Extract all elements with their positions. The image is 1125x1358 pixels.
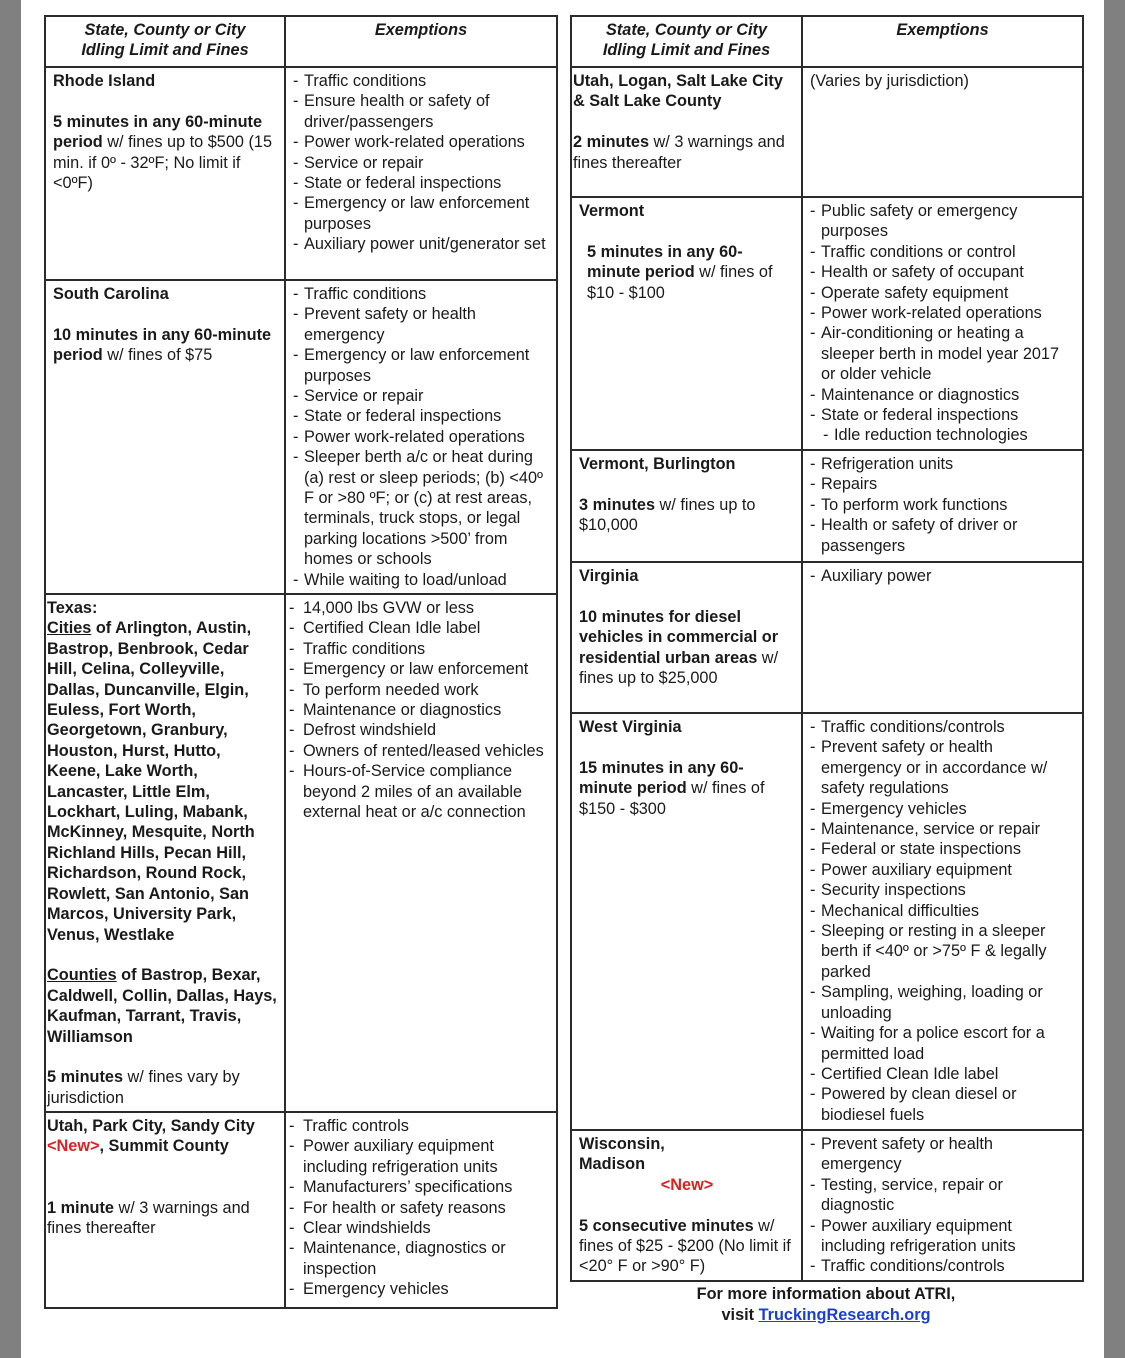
exemption-item: - Certified Clean Idle label bbox=[289, 618, 550, 638]
idling-limit: 5 minutes w/ fines vary by jurisdiction bbox=[47, 1068, 240, 1107]
header-exemptions: Exemptions bbox=[285, 16, 557, 67]
exemption-item: - Testing, service, repair or diagnostic bbox=[810, 1175, 1076, 1216]
jurisdiction-name: West Virginia bbox=[579, 718, 682, 736]
exemptions-cell bbox=[802, 1130, 1083, 1281]
idling-table-left bbox=[44, 15, 558, 1309]
exemptions-list bbox=[289, 598, 550, 822]
new-badge: <New> bbox=[47, 1137, 100, 1156]
idling-limit: 3 minutes w/ fines up to $10,000 bbox=[579, 495, 756, 535]
exemptions-list bbox=[293, 284, 550, 590]
exemptions-list bbox=[289, 1116, 550, 1300]
idling-limit: 5 minutes in any 60-minute period w/ fines up to $500 (15 min. if 0º - 32ºF; No limit if <0ºF) bbox=[53, 112, 273, 193]
jurisdiction-cell bbox=[45, 1112, 285, 1308]
exemption-item: - Power auxiliary equipment including refrigeration units bbox=[810, 1216, 1076, 1257]
jurisdiction-cell bbox=[571, 67, 802, 197]
exemption-item: - Maintenance or diagnostics bbox=[289, 700, 550, 720]
exemption-item: - Maintenance, service or repair bbox=[810, 819, 1076, 839]
exemption-item: - Emergency vehicles bbox=[289, 1279, 550, 1299]
exemption-item: - Manufacturers’ specifications bbox=[289, 1177, 550, 1197]
header-jurisdiction: State, County or City Idling Limit and Fines bbox=[45, 16, 285, 67]
exemption-item: - Waiting for a police escort for a permitted load bbox=[810, 1023, 1076, 1064]
jurisdiction-name: South Carolina bbox=[53, 285, 169, 303]
exemption-item: - Clear windshields bbox=[289, 1218, 550, 1238]
table-header-row bbox=[571, 16, 1083, 67]
exemption-item: - Certified Clean Idle label bbox=[810, 1064, 1076, 1084]
jurisdiction-name: Vermont bbox=[579, 202, 645, 220]
table-row bbox=[571, 1130, 1083, 1281]
jurisdiction-cell bbox=[571, 713, 802, 1130]
exemptions-list bbox=[293, 71, 550, 255]
exemption-item: - State or federal inspections bbox=[810, 405, 1076, 425]
exemption-item: - Auxiliary power unit/generator set bbox=[293, 234, 550, 254]
exemptions-cell bbox=[802, 450, 1083, 562]
exemption-item: - Prevent safety or health emergency bbox=[293, 304, 550, 345]
exemption-item: - Traffic conditions/controls bbox=[810, 717, 1076, 737]
trucking-research-link[interactable]: TruckingResearch.org bbox=[758, 1306, 931, 1324]
table-row bbox=[571, 450, 1083, 562]
idling-limit: 1 minute w/ 3 warnings and fines thereafter bbox=[47, 1198, 250, 1237]
exemption-item: - Power work-related operations bbox=[810, 303, 1076, 323]
exemption-item: - Ensure health or safety of driver/passengers bbox=[293, 91, 550, 132]
exemption-item: - Power work-related operations bbox=[293, 132, 550, 152]
exemptions-list bbox=[810, 454, 1076, 556]
exemptions-cell bbox=[802, 67, 1083, 197]
table-row bbox=[45, 1112, 557, 1308]
footer-line1: For more information about ATRI, bbox=[696, 1285, 956, 1303]
table-row bbox=[571, 713, 1083, 1130]
exemption-item: - Power auxiliary equipment bbox=[810, 860, 1076, 880]
exemption-item: - Powered by clean diesel or biodiesel fuels bbox=[810, 1084, 1076, 1125]
footer-line2: visit TruckingResearch.org bbox=[721, 1306, 931, 1324]
exemption-item: - Idle reduction technologies bbox=[810, 425, 1076, 445]
exemption-item: - Traffic conditions or control bbox=[810, 242, 1076, 262]
new-badge: <New> bbox=[660, 1175, 714, 1194]
idling-limit: 10 minutes for diesel vehicles in commercial or residential urban areas w/ fines up to $25,000 bbox=[579, 607, 779, 688]
table-row bbox=[571, 562, 1083, 713]
jurisdiction-cell bbox=[45, 594, 285, 1112]
exemptions-cell bbox=[285, 280, 557, 594]
idling-limit: 10 minutes in any 60-minute period w/ fines of $75 bbox=[53, 325, 272, 365]
exemption-item: - Health or safety of driver or passengers bbox=[810, 515, 1076, 556]
footer-note bbox=[570, 1284, 1082, 1326]
jurisdiction-name: Rhode Island bbox=[53, 72, 156, 90]
header-jurisdiction: State, County or City Idling Limit and Fines bbox=[571, 16, 802, 67]
exemption-item: - Federal or state inspections bbox=[810, 839, 1076, 859]
exemptions-cell bbox=[802, 562, 1083, 713]
exemption-item: - Emergency vehicles bbox=[810, 799, 1076, 819]
exemption-item: - Auxiliary power bbox=[810, 566, 1076, 586]
exemption-item: - Sleeper berth a/c or heat during (a) rest or sleep periods; (b) <40º F or >80 ºF; or (c) at rest areas, terminals, truck stops, or legal parking locations >500’ from homes or schools bbox=[293, 447, 550, 569]
idling-limit: 5 consecutive minutes w/ fines of $25 - $200 (No limit if <20° F or >90° F) bbox=[579, 1216, 791, 1276]
jurisdiction-cell bbox=[571, 450, 802, 562]
jurisdiction-name: Wisconsin, bbox=[579, 1135, 665, 1153]
exemption-item: - Power work-related operations bbox=[293, 427, 550, 447]
jurisdiction-name: Utah, Logan, Salt Lake City & Salt Lake County bbox=[573, 72, 783, 111]
exemption-item: - For health or safety reasons bbox=[289, 1198, 550, 1218]
table-row bbox=[571, 197, 1083, 450]
exemption-item: - Sampling, weighing, loading or unloading bbox=[810, 982, 1076, 1023]
exemption-item: - Traffic controls bbox=[289, 1116, 550, 1136]
exemptions-cell bbox=[802, 713, 1083, 1130]
table-row bbox=[45, 280, 557, 594]
exemptions-cell bbox=[802, 197, 1083, 450]
idling-limit: 15 minutes in any 60-minute period w/ fines of $150 - $300 bbox=[579, 758, 765, 818]
exemption-item: - Prevent safety or health emergency bbox=[810, 1134, 1076, 1175]
exemptions-list bbox=[810, 1134, 1076, 1277]
jurisdiction-name: Utah, Park City, Sandy City <New>, Summit County bbox=[47, 1117, 255, 1156]
exemption-item: - Emergency or law enforcement purposes bbox=[293, 193, 550, 234]
exemptions-cell bbox=[285, 67, 557, 280]
exemption-item: - To perform needed work bbox=[289, 680, 550, 700]
exemption-item: - Air-conditioning or heating a sleeper berth in model year 2017 or older vehicle bbox=[810, 323, 1076, 384]
exemption-item: - Public safety or emergency purposes bbox=[810, 201, 1076, 242]
exemption-item: - Prevent safety or health emergency or in accordance w/ safety regulations bbox=[810, 737, 1076, 798]
table-row bbox=[45, 67, 557, 280]
idling-limit: 2 minutes w/ 3 warnings and fines thereafter bbox=[573, 133, 785, 172]
idling-table-right bbox=[570, 15, 1084, 1282]
exemptions-list bbox=[810, 717, 1076, 1125]
exemption-item: - State or federal inspections bbox=[293, 173, 550, 193]
idling-limit: 5 minutes in any 60-minute period w/ fines of $10 - $100 bbox=[587, 242, 773, 302]
exemption-item: - Service or repair bbox=[293, 386, 550, 406]
exemption-item: - Service or repair bbox=[293, 153, 550, 173]
header-exemptions: Exemptions bbox=[802, 16, 1083, 67]
texas-cities: Cities of Arlington, Austin, Bastrop, Benbrook, Cedar Hill, Celina, Colleyville, Dallas, Duncanville, Elgin, Euless, Fort Worth, Georgetown, Granbury, Houston, Hurst, Hutto, Keene, Lake Worth, Lancaster, Little Elm, Lockhart, Luling, Mabank, McKinney, Mesquite, North Richland Hills, Pecan Hill, Richardson, Round Rock, Rowlett, San Antonio, San Marcos, University Park, Venus, Westlake bbox=[47, 619, 255, 944]
exemption-item: - Owners of rented/leased vehicles bbox=[289, 741, 550, 761]
jurisdiction-cell bbox=[45, 280, 285, 594]
exemption-item: - Power auxiliary equipment including refrigeration units bbox=[289, 1136, 550, 1177]
exemptions-cell bbox=[285, 594, 557, 1112]
jurisdiction-name: Vermont, Burlington bbox=[579, 455, 736, 473]
exemptions-list bbox=[810, 201, 1076, 446]
exemption-item: - Mechanical difficulties bbox=[810, 901, 1076, 921]
exemption-item: - State or federal inspections bbox=[293, 406, 550, 426]
exemption-item: - Maintenance or diagnostics bbox=[810, 385, 1076, 405]
table-row bbox=[571, 67, 1083, 197]
exemption-item: - Defrost windshield bbox=[289, 720, 550, 740]
exemption-item: - To perform work functions bbox=[810, 495, 1076, 515]
jurisdiction-name-line2: Madison bbox=[579, 1155, 646, 1174]
jurisdiction-cell bbox=[571, 197, 802, 450]
document-page bbox=[21, 0, 1104, 1358]
exemption-item: - Refrigeration units bbox=[810, 454, 1076, 474]
exemption-item: - Emergency or law enforcement bbox=[289, 659, 550, 679]
exemption-item: - Traffic conditions bbox=[293, 71, 550, 91]
jurisdiction-name: Virginia bbox=[579, 567, 639, 585]
exemptions-list bbox=[810, 566, 1076, 586]
texas-counties: Counties of Bastrop, Bexar, Caldwell, Collin, Dallas, Hays, Kaufman, Tarrant, Travis, Williamson bbox=[47, 966, 277, 1046]
exemption-item: - Security inspections bbox=[810, 880, 1076, 900]
exemption-item: - Repairs bbox=[810, 474, 1076, 494]
exemptions-cell bbox=[285, 1112, 557, 1308]
exemption-item: - Maintenance, diagnostics or inspection bbox=[289, 1238, 550, 1279]
table-header-row bbox=[45, 16, 557, 67]
exemption-item: - Traffic conditions bbox=[289, 639, 550, 659]
exemptions-note: (Varies by jurisdiction) bbox=[810, 72, 969, 90]
jurisdiction-cell bbox=[571, 562, 802, 713]
exemption-item: - 14,000 lbs GVW or less bbox=[289, 598, 550, 618]
exemption-item: - Operate safety equipment bbox=[810, 283, 1076, 303]
table-row bbox=[45, 594, 557, 1112]
exemption-item: - Hours-of-Service compliance beyond 2 miles of an available external heat or a/c connection bbox=[289, 761, 550, 822]
jurisdiction-cell bbox=[571, 1130, 802, 1281]
exemption-item: - Traffic conditions bbox=[293, 284, 550, 304]
exemption-item: - Health or safety of occupant bbox=[810, 262, 1076, 282]
exemption-item: - Traffic conditions/controls bbox=[810, 1256, 1076, 1276]
jurisdiction-cell bbox=[45, 67, 285, 280]
exemption-item: - Sleeping or resting in a sleeper berth if <40º or >75º F & legally parked bbox=[810, 921, 1076, 982]
exemption-item: - Emergency or law enforcement purposes bbox=[293, 345, 550, 386]
jurisdiction-name: Texas: bbox=[47, 599, 98, 617]
exemption-item: - While waiting to load/unload bbox=[293, 570, 550, 590]
